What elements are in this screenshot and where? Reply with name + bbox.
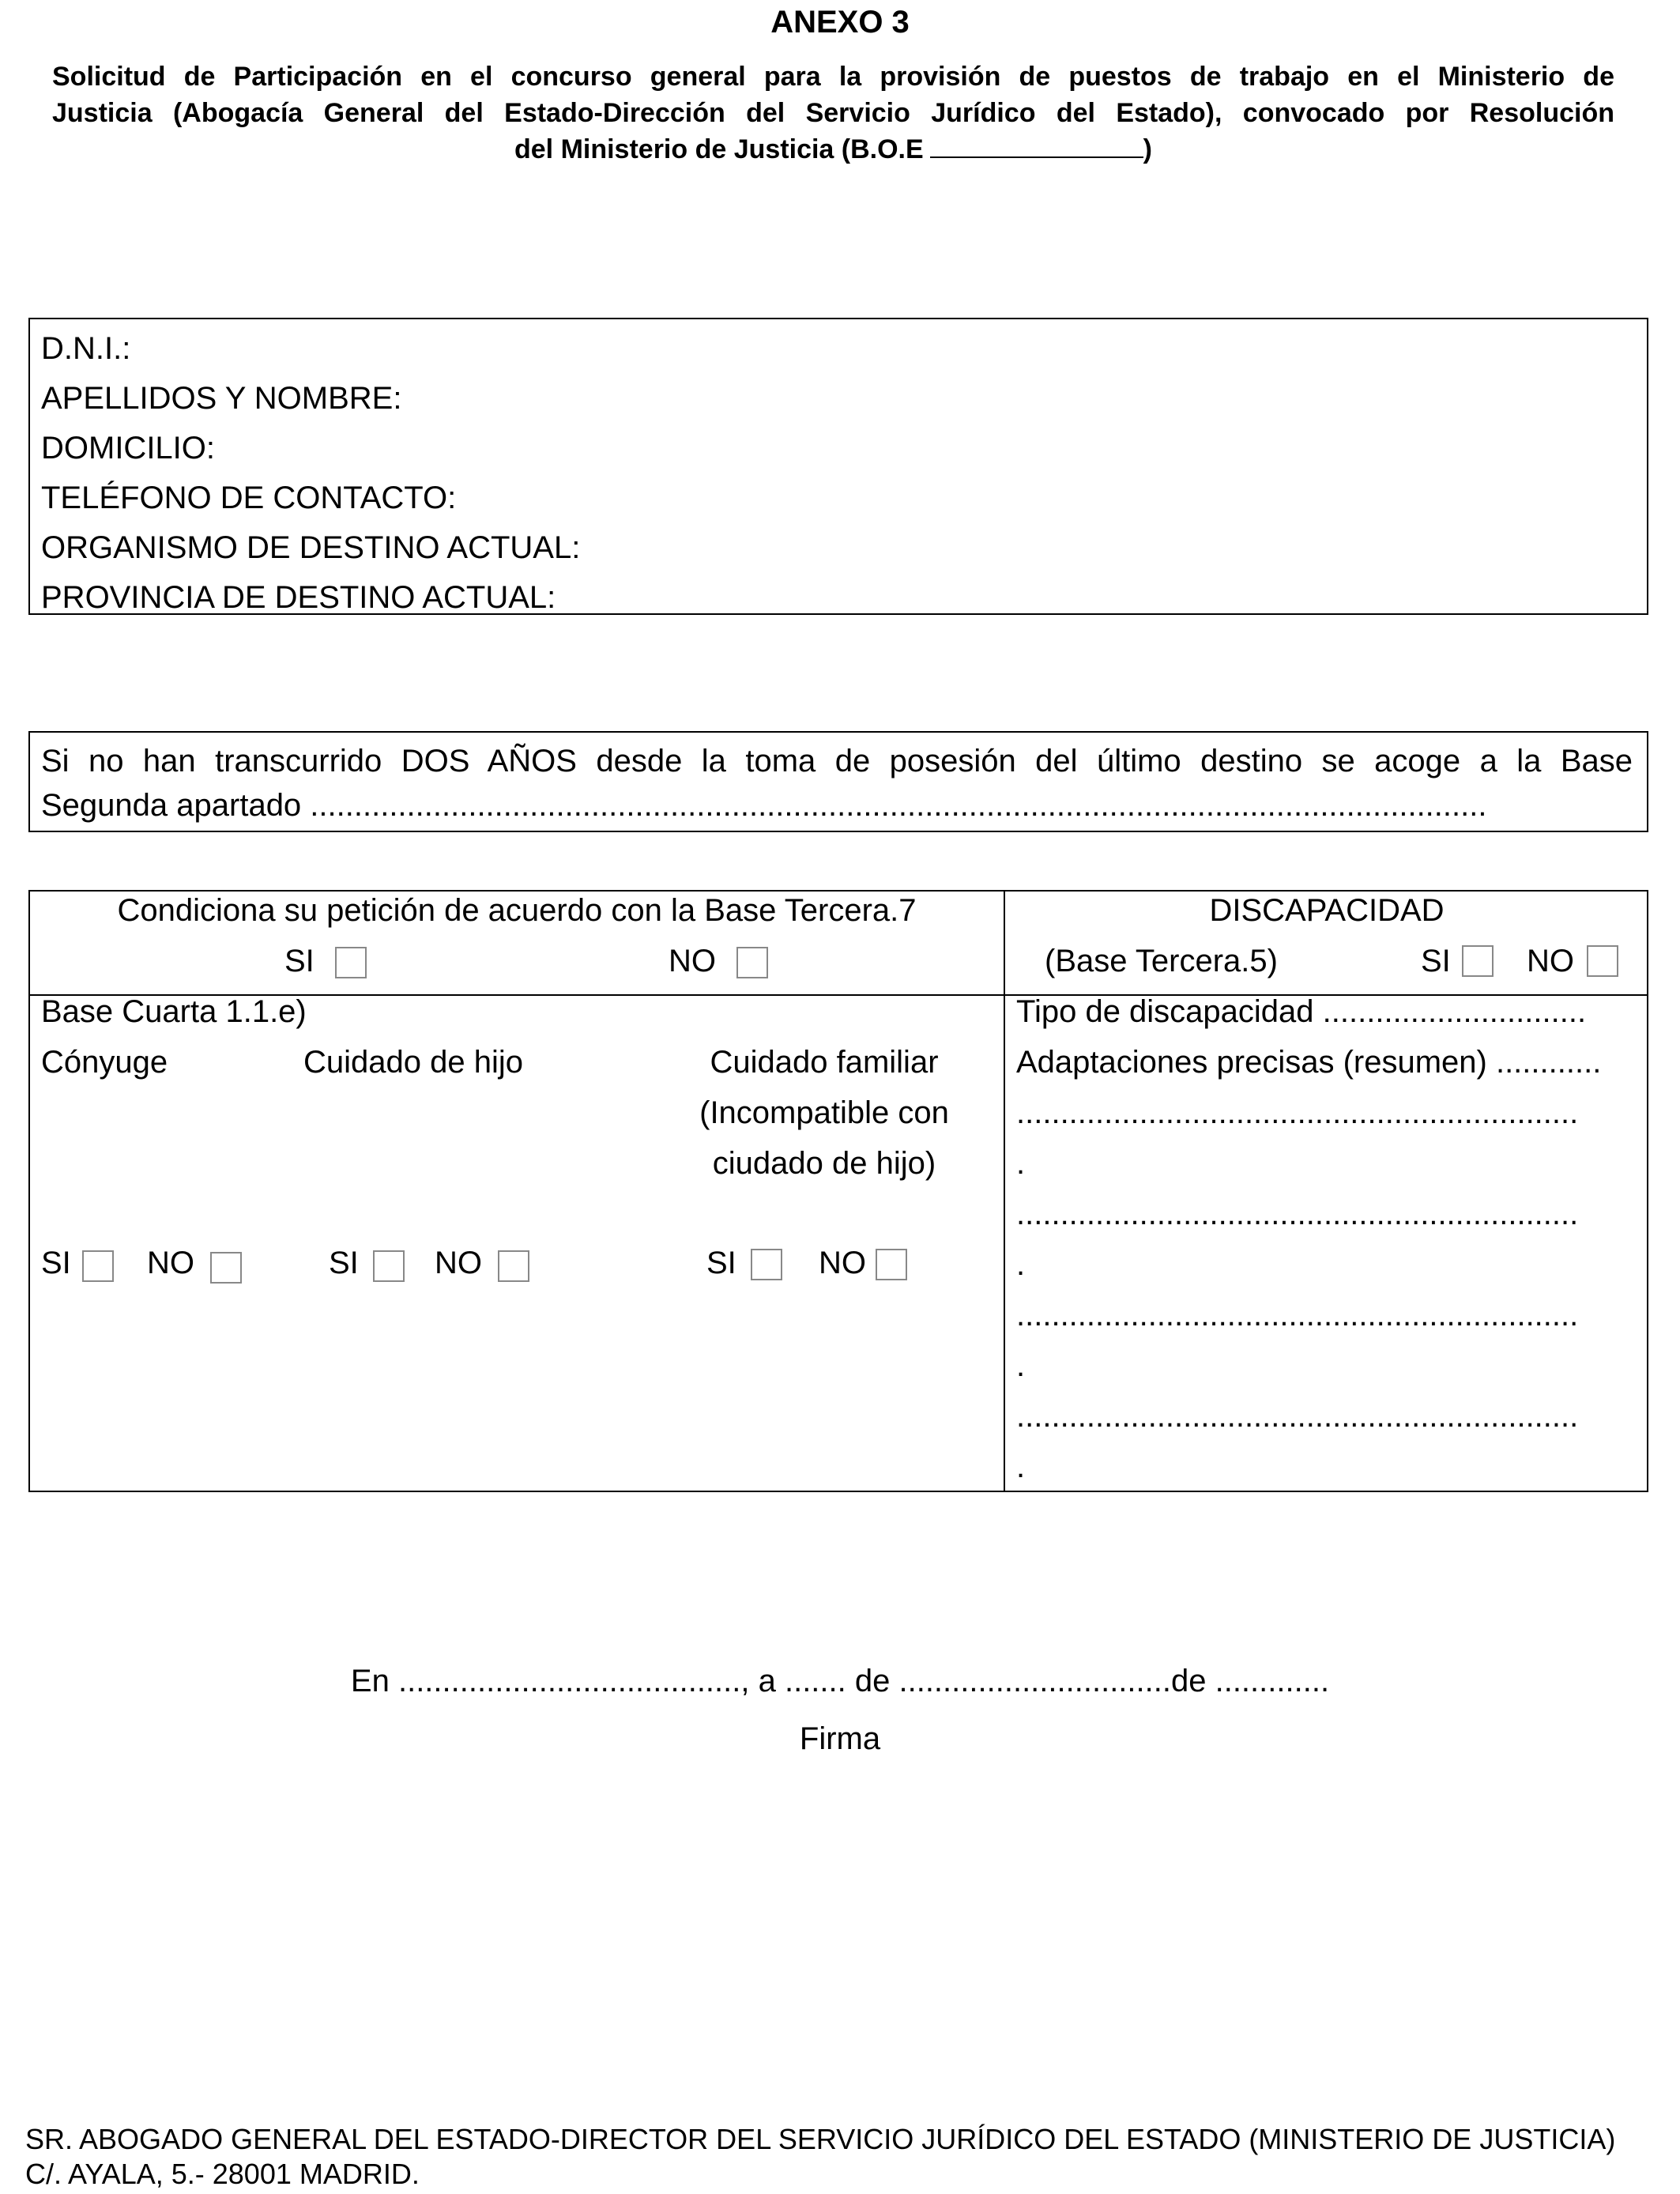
cuidado-familiar-note-1: (Incompatible con	[699, 1095, 949, 1130]
condiciona-no-label: NO	[669, 944, 716, 978]
subtitle-line-3-text: del Ministerio de Justicia (B.O.E	[514, 134, 924, 164]
hijo-no-label: NO	[435, 1246, 482, 1280]
field-organismo-destino[interactable]: ORGANISMO DE DESTINO ACTUAL:	[41, 530, 581, 565]
hijo-si-checkbox[interactable]	[373, 1250, 405, 1282]
dos-anos-box	[28, 731, 1648, 832]
conyuge-si-label: SI	[41, 1246, 71, 1280]
cuidado-familiar-label: Cuidado familiar	[710, 1045, 939, 1080]
condiciona-si-label: SI	[284, 944, 315, 978]
field-domicilio[interactable]: DOMICILIO:	[41, 431, 216, 466]
conyuge-label: Cónyuge	[41, 1045, 168, 1080]
discapacidad-base-label: (Base Tercera.5)	[1045, 944, 1278, 978]
hijo-si-label: SI	[329, 1246, 359, 1280]
adaptaciones-field[interactable]: Adaptaciones precisas (resumen) ............	[1016, 1045, 1602, 1080]
document-subtitle	[52, 58, 1614, 168]
adaptaciones-line-2-end: .	[1016, 1247, 1026, 1282]
familiar-si-label: SI	[706, 1246, 736, 1280]
address-line: C/. AYALA, 5.- 28001 MADRID.	[25, 2158, 420, 2190]
discapacidad-header: DISCAPACIDAD	[1209, 893, 1445, 928]
familiar-no-checkbox[interactable]	[876, 1249, 907, 1280]
adaptaciones-line-4-end: .	[1016, 1449, 1026, 1484]
subtitle-line-3	[52, 131, 1614, 168]
cuidado-hijo-label: Cuidado de hijo	[303, 1045, 523, 1080]
field-dni[interactable]: D.N.I.:	[41, 331, 131, 366]
field-telefono[interactable]: TELÉFONO DE CONTACTO:	[41, 481, 457, 515]
discapacidad-si-checkbox[interactable]	[1462, 945, 1494, 977]
adaptaciones-line-2[interactable]: ................................................................	[1016, 1197, 1579, 1231]
hijo-no-checkbox[interactable]	[498, 1250, 529, 1282]
conyuge-no-label: NO	[147, 1246, 194, 1280]
conditions-table	[28, 890, 1648, 1492]
field-provincia-destino[interactable]: PROVINCIA DE DESTINO ACTUAL:	[41, 580, 556, 615]
adaptaciones-line-4[interactable]: ................................................................	[1016, 1399, 1579, 1434]
subtitle-line-2: Justicia (Abogacía General del Estado-Dirección del Servicio Jurídico del Estado), convocado por Resolución	[52, 98, 1614, 128]
familiar-no-label: NO	[819, 1246, 866, 1280]
condiciona-no-checkbox[interactable]	[736, 947, 768, 978]
conyuge-si-checkbox[interactable]	[82, 1250, 114, 1282]
subtitle-line-1: Solicitud de Participación en el concurso general para la provisión de puestos de trabajo en el Ministerio de	[52, 62, 1614, 92]
adaptaciones-line-3[interactable]: ................................................................	[1016, 1298, 1579, 1333]
date-place-line[interactable]: En ......................................., a ....... de ...............................de .............	[350, 1664, 1330, 1698]
signature-label: Firma	[799, 1721, 881, 1756]
subtitle-close-paren: )	[1143, 134, 1152, 164]
table-column-divider	[1004, 892, 1005, 1491]
familiar-si-checkbox[interactable]	[751, 1249, 782, 1280]
page-title: ANEXO 3	[770, 5, 910, 40]
cuidado-familiar-note-2: ciudado de hijo)	[712, 1146, 936, 1181]
adaptaciones-line-3-end: .	[1016, 1348, 1026, 1383]
field-apellidos-nombre[interactable]: APELLIDOS Y NOMBRE:	[41, 381, 402, 416]
condiciona-si-checkbox[interactable]	[335, 947, 367, 978]
dos-anos-line-2[interactable]: Segunda apartado ......................................................................................................................................	[41, 788, 1487, 823]
dos-anos-line-1: Si no han transcurrido DOS AÑOS desde la toma de posesión del último destino se acoge a la Base	[41, 744, 1633, 778]
boe-date-blank[interactable]	[930, 133, 1143, 158]
adaptaciones-line-1[interactable]: ................................................................	[1016, 1095, 1579, 1130]
adaptaciones-line-1-end: .	[1016, 1146, 1026, 1181]
conyuge-no-checkbox[interactable]	[210, 1252, 242, 1284]
discapacidad-si-label: SI	[1421, 944, 1451, 978]
personal-data-box	[28, 318, 1648, 615]
base-cuarta-header: Base Cuarta 1.1.e)	[41, 994, 307, 1029]
discapacidad-no-checkbox[interactable]	[1587, 945, 1618, 977]
tipo-discapacidad-field[interactable]: Tipo de discapacidad ..............................	[1016, 994, 1587, 1029]
addressee-line: SR. ABOGADO GENERAL DEL ESTADO-DIRECTOR DEL SERVICIO JURÍDICO DEL ESTADO (MINISTERIO DE JUSTICIA)	[25, 2123, 1616, 2155]
condiciona-header: Condiciona su petición de acuerdo con la Base Tercera.7	[117, 893, 917, 928]
discapacidad-no-label: NO	[1527, 944, 1574, 978]
